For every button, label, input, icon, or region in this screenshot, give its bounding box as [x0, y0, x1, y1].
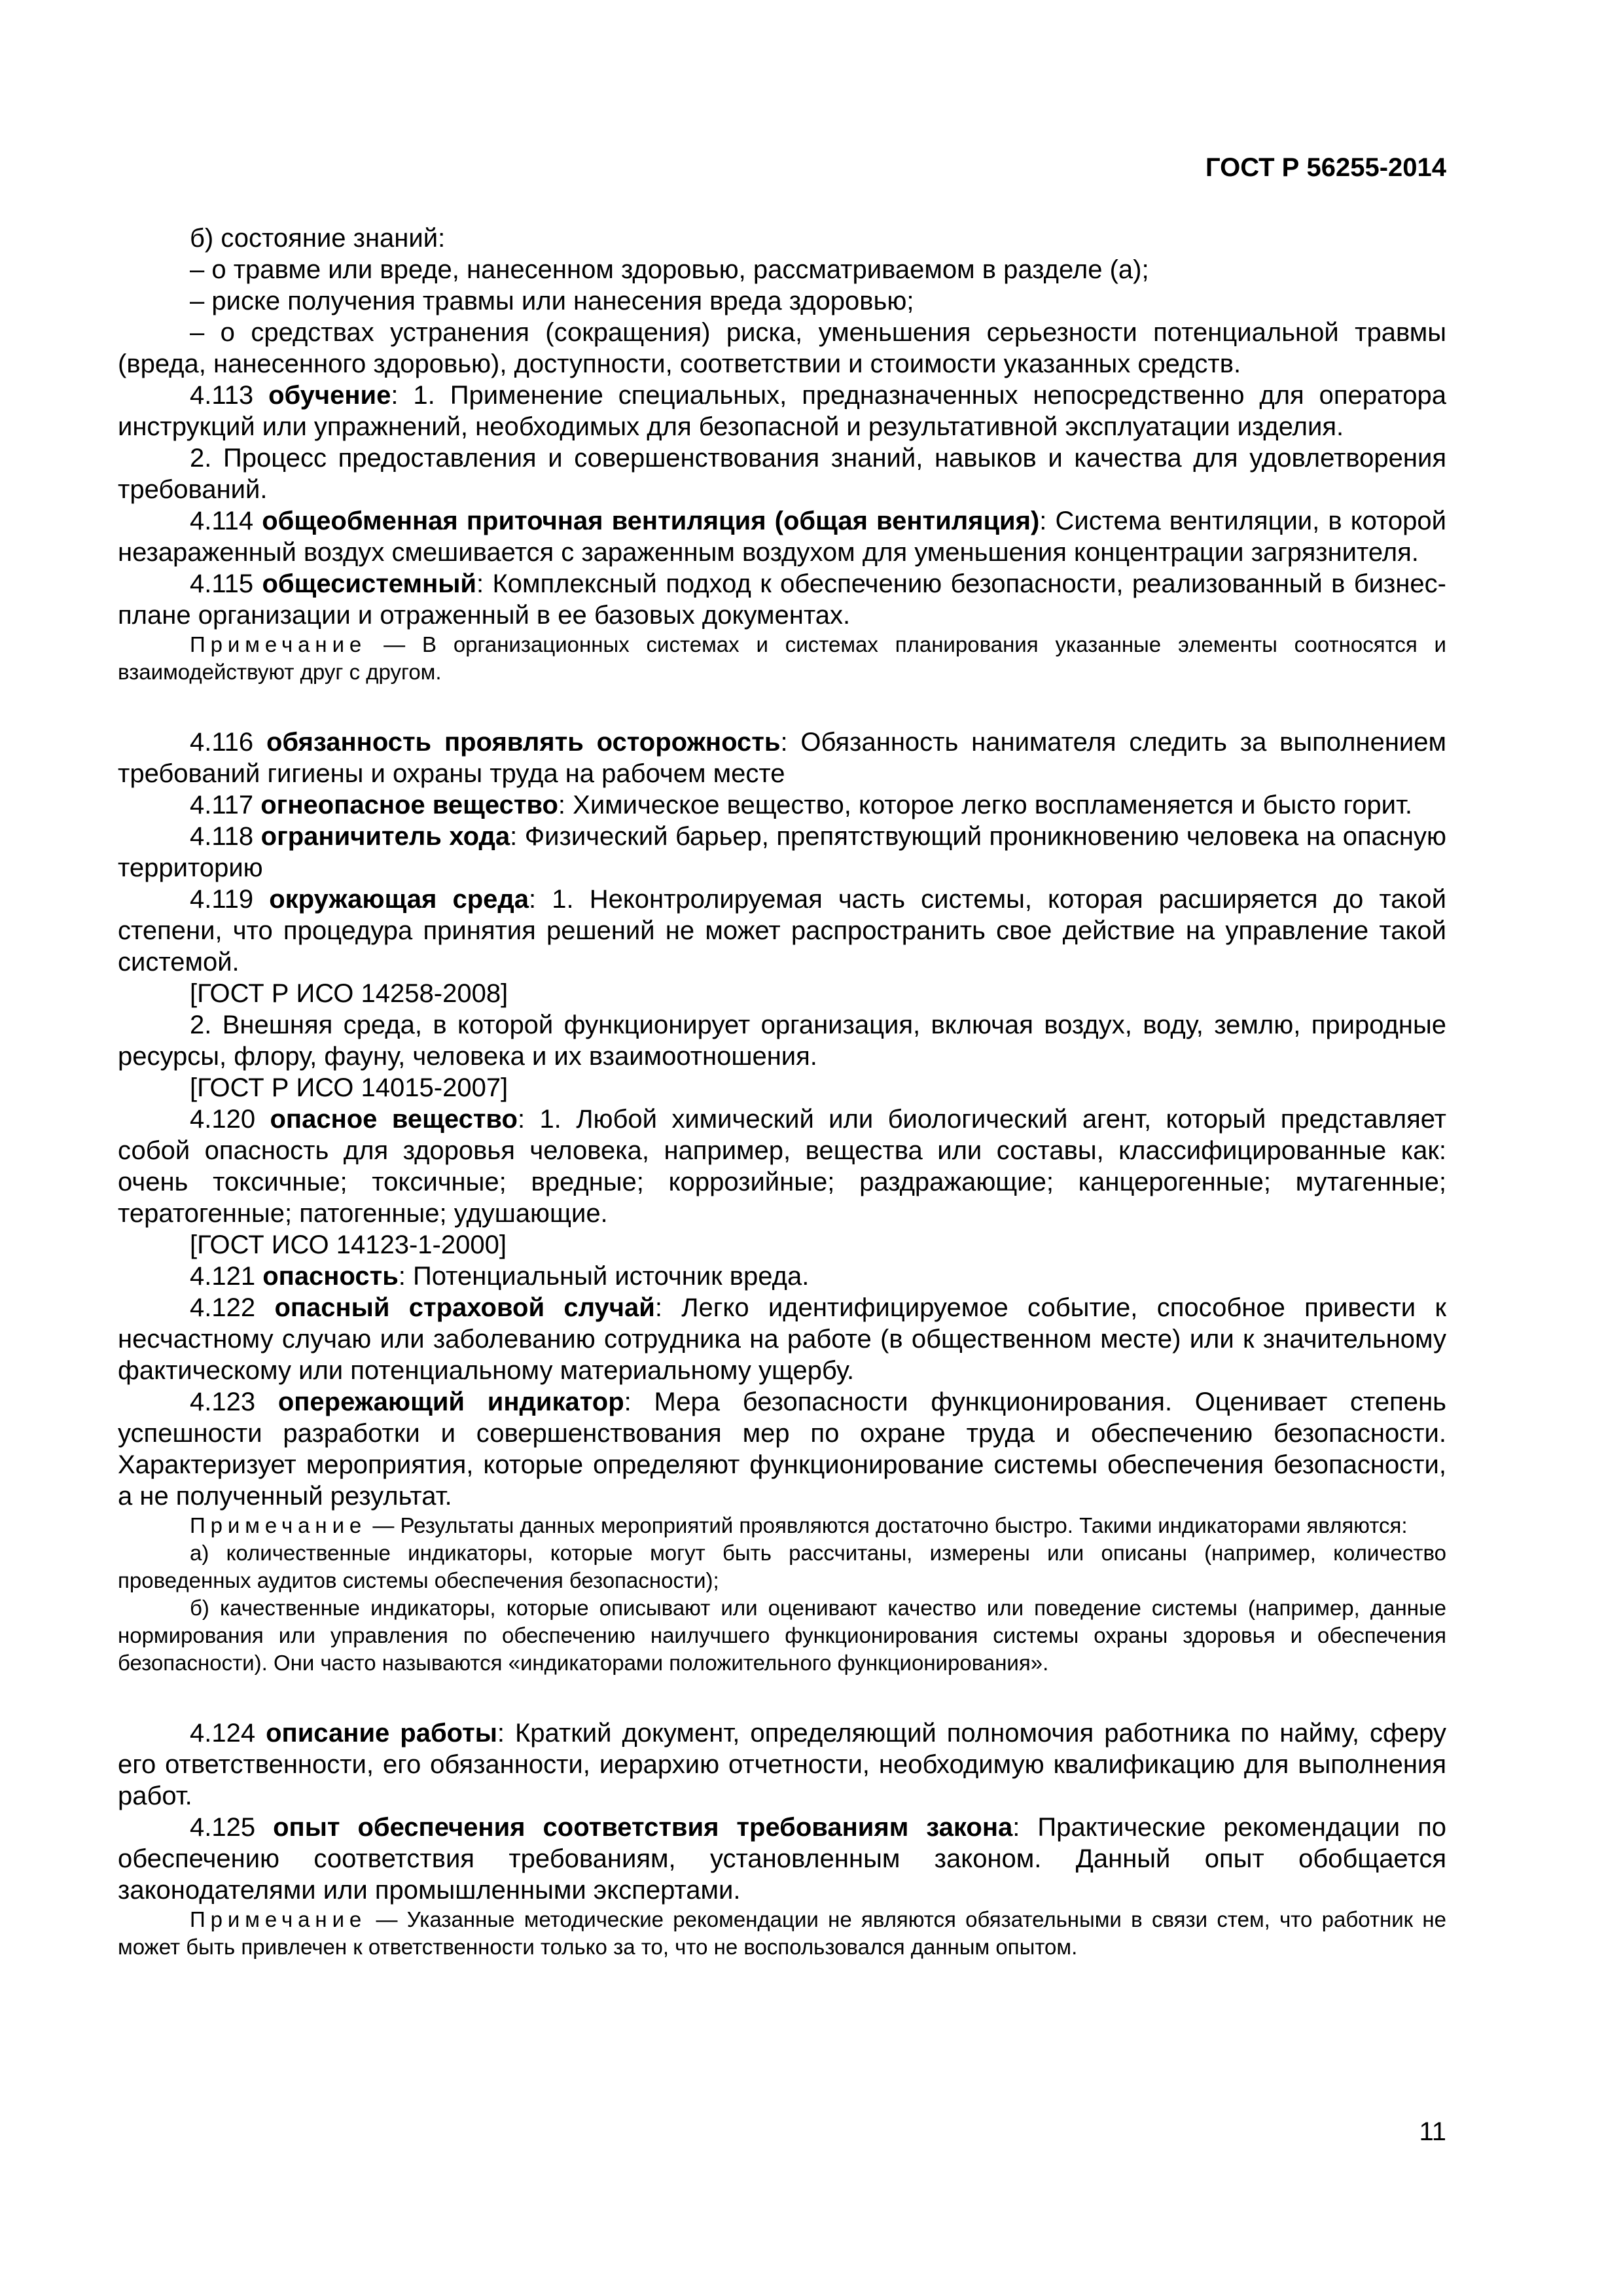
text-run: – риске получения травмы или нанесения вреда здоровью; — [190, 287, 914, 315]
text-run: : 1. Неконтролируемая часть системы, которая расширяется до такой степени, что процедура принятия решений не может распространить свое действие на управление такой системой. — [118, 885, 1446, 977]
term-name: описание работы — [266, 1719, 497, 1748]
text-run: 4.120 — [190, 1105, 270, 1134]
text-run: – о травме или вреде, нанесенном здоровью, рассматриваемом в разделе (а); — [190, 255, 1149, 284]
text-run: 2. Внешняя среда, в которой функционирует организация, включая воздух, воду, землю, природные ресурсы, флору, фауну, человека и их взаимоотношения. — [118, 1011, 1446, 1071]
text-run: — Указанные методические рекомендации не являются обязательными в связи стем, что работник не может быть привлечен к ответственности только за то, что не воспользовался данным опытом. — [118, 1907, 1446, 1959]
text-run: [ГОСТ ИСО 14123-1-2000] — [190, 1230, 507, 1259]
page-number: 11 — [1419, 2117, 1446, 2146]
text-run: : Комплексный подход к обеспечению безопасности, реализованный в бизнес-плане организации и отраженный в ее базовых документах. — [118, 569, 1446, 630]
note-paragraph — [118, 1594, 1446, 1677]
term-name: обучение — [268, 381, 391, 410]
text-run: 4.121 — [190, 1262, 263, 1291]
text-run: 4.118 — [190, 822, 261, 851]
text-run: : Система вентиляции, в которой незараженный воздух смешивается с зараженным воздухом для уменьшения концентрации загрязнителя. — [118, 507, 1446, 567]
term-name: обязанность проявлять осторожность — [266, 728, 781, 757]
body-paragraph — [118, 505, 1446, 568]
note-paragraph — [118, 1539, 1446, 1594]
text-run: а) количественные индикаторы, которые могут быть рассчитаны, измерены или описаны (например, количество проведенных аудитов системы обеспечения безопасности); — [118, 1541, 1446, 1592]
text-run: : 1. Применение специальных, предназначенных непосредственно для оператора инструкций или упражнений, необходимых для безопасной и результативной эксплуатации изделия. — [118, 381, 1446, 441]
term-name: опасность — [262, 1262, 399, 1291]
body-paragraph — [118, 442, 1446, 505]
note-paragraph — [118, 1512, 1446, 1539]
body-paragraph — [118, 254, 1446, 285]
body-paragraph — [118, 1103, 1446, 1229]
text-run: 2. Процесс предоставления и совершенствования знаний, навыков и качества для удовлетворения требований. — [118, 444, 1446, 504]
body-paragraph — [118, 821, 1446, 884]
text-run: б) качественные индикаторы, которые описывают или оценивают качество или поведение системы (например, данные нормирования или управления по обеспечению наилучшего функционирования системы охраны здоровья и обеспечения безопасности). Они часто называются «индикаторами положительного функционирования». — [118, 1596, 1446, 1675]
text-run: 4.124 — [190, 1719, 266, 1748]
note-paragraph — [118, 631, 1446, 686]
term-name: общеобменная приточная вентиляция (общая вентиляция) — [262, 507, 1040, 535]
term-name: опережающий индикатор — [277, 1388, 624, 1416]
text-run: 4.122 — [190, 1293, 275, 1322]
text-run: — Результаты данных мероприятий проявляются достаточно быстро. Такими индикаторами являются: — [366, 1513, 1408, 1537]
body-paragraph — [118, 1292, 1446, 1386]
body-paragraph — [118, 978, 1446, 1009]
text-run: : Потенциальный источник вреда. — [398, 1262, 810, 1291]
text-run: : Физический барьер, препятствующий проникновению человека на опасную территорию — [118, 822, 1447, 882]
term-name: огнеопасное вещество — [260, 791, 558, 819]
text-run: — В организационных системах и системах планирования указанные элементы соотносятся и взаимодействуют друг с другом. — [118, 632, 1446, 684]
note-paragraph — [118, 1906, 1446, 1961]
body-paragraph — [118, 223, 1446, 254]
text-run: [ГОСТ Р ИСО 14015-2007] — [190, 1073, 508, 1102]
standard-header: ГОСТ Р 56255-2014 — [1205, 153, 1446, 182]
text-run: 4.117 — [190, 791, 261, 819]
note-label: Примечание — [190, 1907, 367, 1931]
body-paragraph — [118, 1386, 1446, 1512]
text-run: : Мера безопасности функционирования. Оценивает степень успешности разработки и совершенствования мер по охране труда и обеспечению безопасности. Характеризует мероприятия, которые определяют функционирование системы обеспечения безопасности, а не полученный результат. — [118, 1388, 1446, 1511]
document-body — [118, 223, 1446, 1961]
text-run: : Практические рекомендации по обеспечению соответствия требованиям, установленным законом. Данный опыт обобщается законодателями или промышленными экспертами. — [118, 1813, 1446, 1905]
note-label: Примечание — [190, 632, 367, 656]
body-paragraph — [118, 1072, 1446, 1103]
body-paragraph — [118, 1261, 1446, 1292]
text-run: 4.115 — [190, 569, 262, 598]
term-name: ограничитель хода — [260, 822, 510, 851]
body-paragraph — [118, 884, 1446, 978]
text-run: : Обязанность нанимателя следить за выполнением требований гигиены и охраны труда на рабочем месте — [118, 728, 1446, 788]
body-paragraph — [118, 380, 1446, 442]
text-run: : Химическое вещество, которое легко воспламеняется и бысто горит. — [558, 791, 1413, 819]
body-paragraph — [118, 1717, 1446, 1812]
text-run: 4.125 — [190, 1813, 274, 1842]
body-paragraph — [118, 1229, 1446, 1261]
body-paragraph — [118, 317, 1446, 380]
text-run: 4.119 — [190, 885, 270, 914]
term-name: окружающая среда — [269, 885, 529, 914]
body-paragraph — [118, 1009, 1446, 1072]
term-name: опыт обеспечения соответствия требованиям закона — [273, 1813, 1013, 1842]
text-run: 4.113 — [190, 381, 269, 410]
body-paragraph — [118, 789, 1446, 821]
text-run: : 1. Любой химический или биологический агент, который представляет собой опасность для здоровья человека, например, вещества или составы, классифицированные как: очень токсичные; токсичные; вредные; коррозийные; раздражающие; канцерогенные; мутагенные; тератогенные; патогенные; удушающие. — [118, 1105, 1446, 1228]
text-run: : Легко идентифицируемое событие, способное привести к несчастному случаю или заболеванию сотрудника на работе (в общественном месте) или к значительному фактическому или потенциальному материальному ущербу. — [118, 1293, 1446, 1385]
body-paragraph — [118, 568, 1446, 631]
text-run: – о средствах устранения (сокращения) риска, уменьшения серьезности потенциальной травмы (вреда, нанесенного здоровью), доступности, соответствии и стоимости указанных средств. — [118, 318, 1446, 378]
text-run: 4.114 — [190, 507, 262, 535]
term-name: общесистемный — [262, 569, 476, 598]
body-paragraph — [118, 285, 1446, 317]
text-run: 4.116 — [190, 728, 266, 757]
term-name: опасное вещество — [270, 1105, 518, 1134]
text-run: б) состояние знаний: — [190, 224, 446, 253]
term-name: опасный страховой случай — [274, 1293, 655, 1322]
text-run: 4.123 — [190, 1388, 278, 1416]
text-run: [ГОСТ Р ИСО 14258-2008] — [190, 979, 508, 1008]
note-label: Примечание — [190, 1513, 367, 1537]
text-run: : Краткий документ, определяющий полномочия работника по найму, сферу его ответственности, его обязанности, иерархию отчетности, необходимую квалификацию для выполнения работ. — [118, 1719, 1446, 1810]
body-paragraph — [118, 726, 1446, 789]
body-paragraph — [118, 1812, 1446, 1906]
